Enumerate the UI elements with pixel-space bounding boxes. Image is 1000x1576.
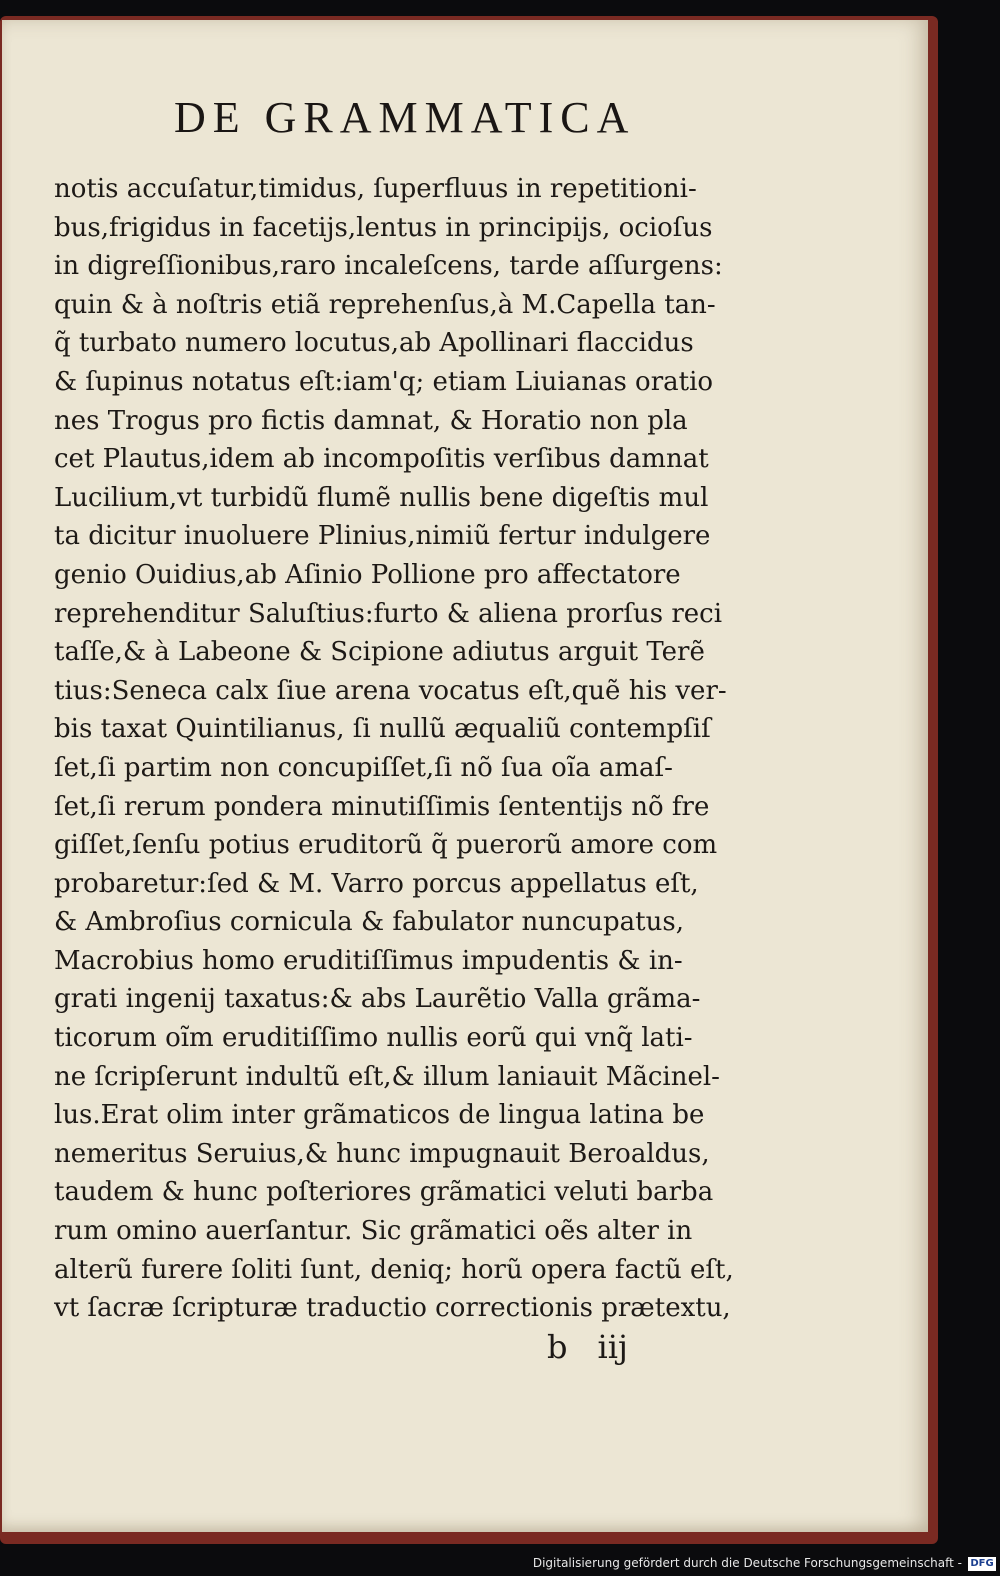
text-line: in digreſſionibus,raro incaleſcens, tarde aſſurgens: bbox=[54, 251, 723, 282]
signature-number: iij bbox=[597, 1328, 628, 1366]
dfg-logo: DFG bbox=[968, 1557, 996, 1571]
body-text bbox=[54, 170, 814, 1328]
text-line: bus,frigidus in facetijs,lentus in principijs, ocioſus bbox=[54, 212, 713, 243]
text-line: rum omino auerſantur. Sic grãmatici oẽs alter in bbox=[54, 1216, 693, 1247]
text-line: Macrobius homo eruditiſſimus impudentis & in- bbox=[54, 945, 683, 976]
text-line: probaretur:ſed & M. Varro porcus appellatus eſt, bbox=[54, 868, 699, 899]
text-line: q̃ turbato numero locutus,ab Apollinari flaccidus bbox=[54, 328, 694, 359]
text-line: ticorum oĩm eruditiſſimo nullis eorũ qui vnq̃ lati- bbox=[54, 1023, 693, 1054]
text-line: genio Ouidius,ab Aſinio Pollione pro affectatore bbox=[54, 559, 681, 590]
text-line: nemeritus Seruius,& hunc impugnauit Beroaldus, bbox=[54, 1138, 710, 1169]
running-head: DE GRAMMATICA bbox=[174, 93, 636, 142]
text-line: alterũ furere ſoliti ſunt, deniq; horũ opera factũ eſt, bbox=[54, 1254, 734, 1285]
text-line: ſet,ſi rerum pondera minutiſſimis ſententijs nõ fre bbox=[54, 791, 710, 822]
text-line: tius:Seneca calx ſiue arena vocatus eſt,quẽ his ver- bbox=[54, 675, 727, 706]
text-line: giſſet,ſenſu potius eruditorũ q̃ puerorũ amore com bbox=[54, 830, 718, 861]
text-line: & Ambroſius cornicula & fabulator nuncupatus, bbox=[54, 907, 684, 938]
text-line: cet Plautus,idem ab incompoſitis verſibus damnat bbox=[54, 444, 709, 475]
text-line: quin & à noſtris etiã reprehenſus,à M.Capella tan- bbox=[54, 289, 716, 320]
text-line: ſet,ſi partim non concupiſſet,ſi nõ ſua oĩa amaſ- bbox=[54, 752, 673, 783]
text-line: & ſupinus notatus eſt:iam'q; etiam Liuianas oratio bbox=[54, 366, 714, 397]
signature-letter: b bbox=[547, 1328, 568, 1366]
text-line: reprehenditur Saluſtius:furto & aliena prorſus reci bbox=[54, 598, 723, 629]
text-line: ne ſcripſerunt indultũ eſt,& illum laniauit Mãcinel- bbox=[54, 1061, 720, 1092]
text-line: Lucilium,vt turbidũ flumẽ nullis bene digeſtis mul bbox=[54, 482, 709, 513]
digitization-credit: Digitalisierung gefördert durch die Deutsche Forschungsgemeinschaft - bbox=[532, 1556, 962, 1570]
text-line: vt ſacræ ſcripturæ traductio correctionis prætextu, bbox=[54, 1293, 731, 1324]
text-line: ta dicitur inuoluere Plinius,nimiũ fertur indulgere bbox=[54, 521, 711, 552]
text-line: bis taxat Quintilianus, ſi nullũ æqualiũ contempſiſ bbox=[54, 714, 711, 745]
text-line: nes Trogus pro fictis damnat, & Horatio non pla bbox=[54, 405, 688, 436]
text-line: notis accuſatur,timidus, ſuperfluus in repetitioni- bbox=[54, 174, 697, 204]
book-page bbox=[2, 20, 928, 1532]
text-line: grati ingenij taxatus:& abs Laurẽtio Valla grãma- bbox=[54, 984, 701, 1015]
text-line: lus.Erat olim inter grãmaticos de lingua latina be bbox=[54, 1100, 705, 1131]
text-line: taſſe,& à Labeone & Scipione adiutus arguit Terẽ bbox=[54, 637, 705, 668]
text-line: taudem & hunc poſteriores grãmatici veluti barba bbox=[54, 1177, 714, 1208]
signature-mark bbox=[547, 1328, 628, 1366]
